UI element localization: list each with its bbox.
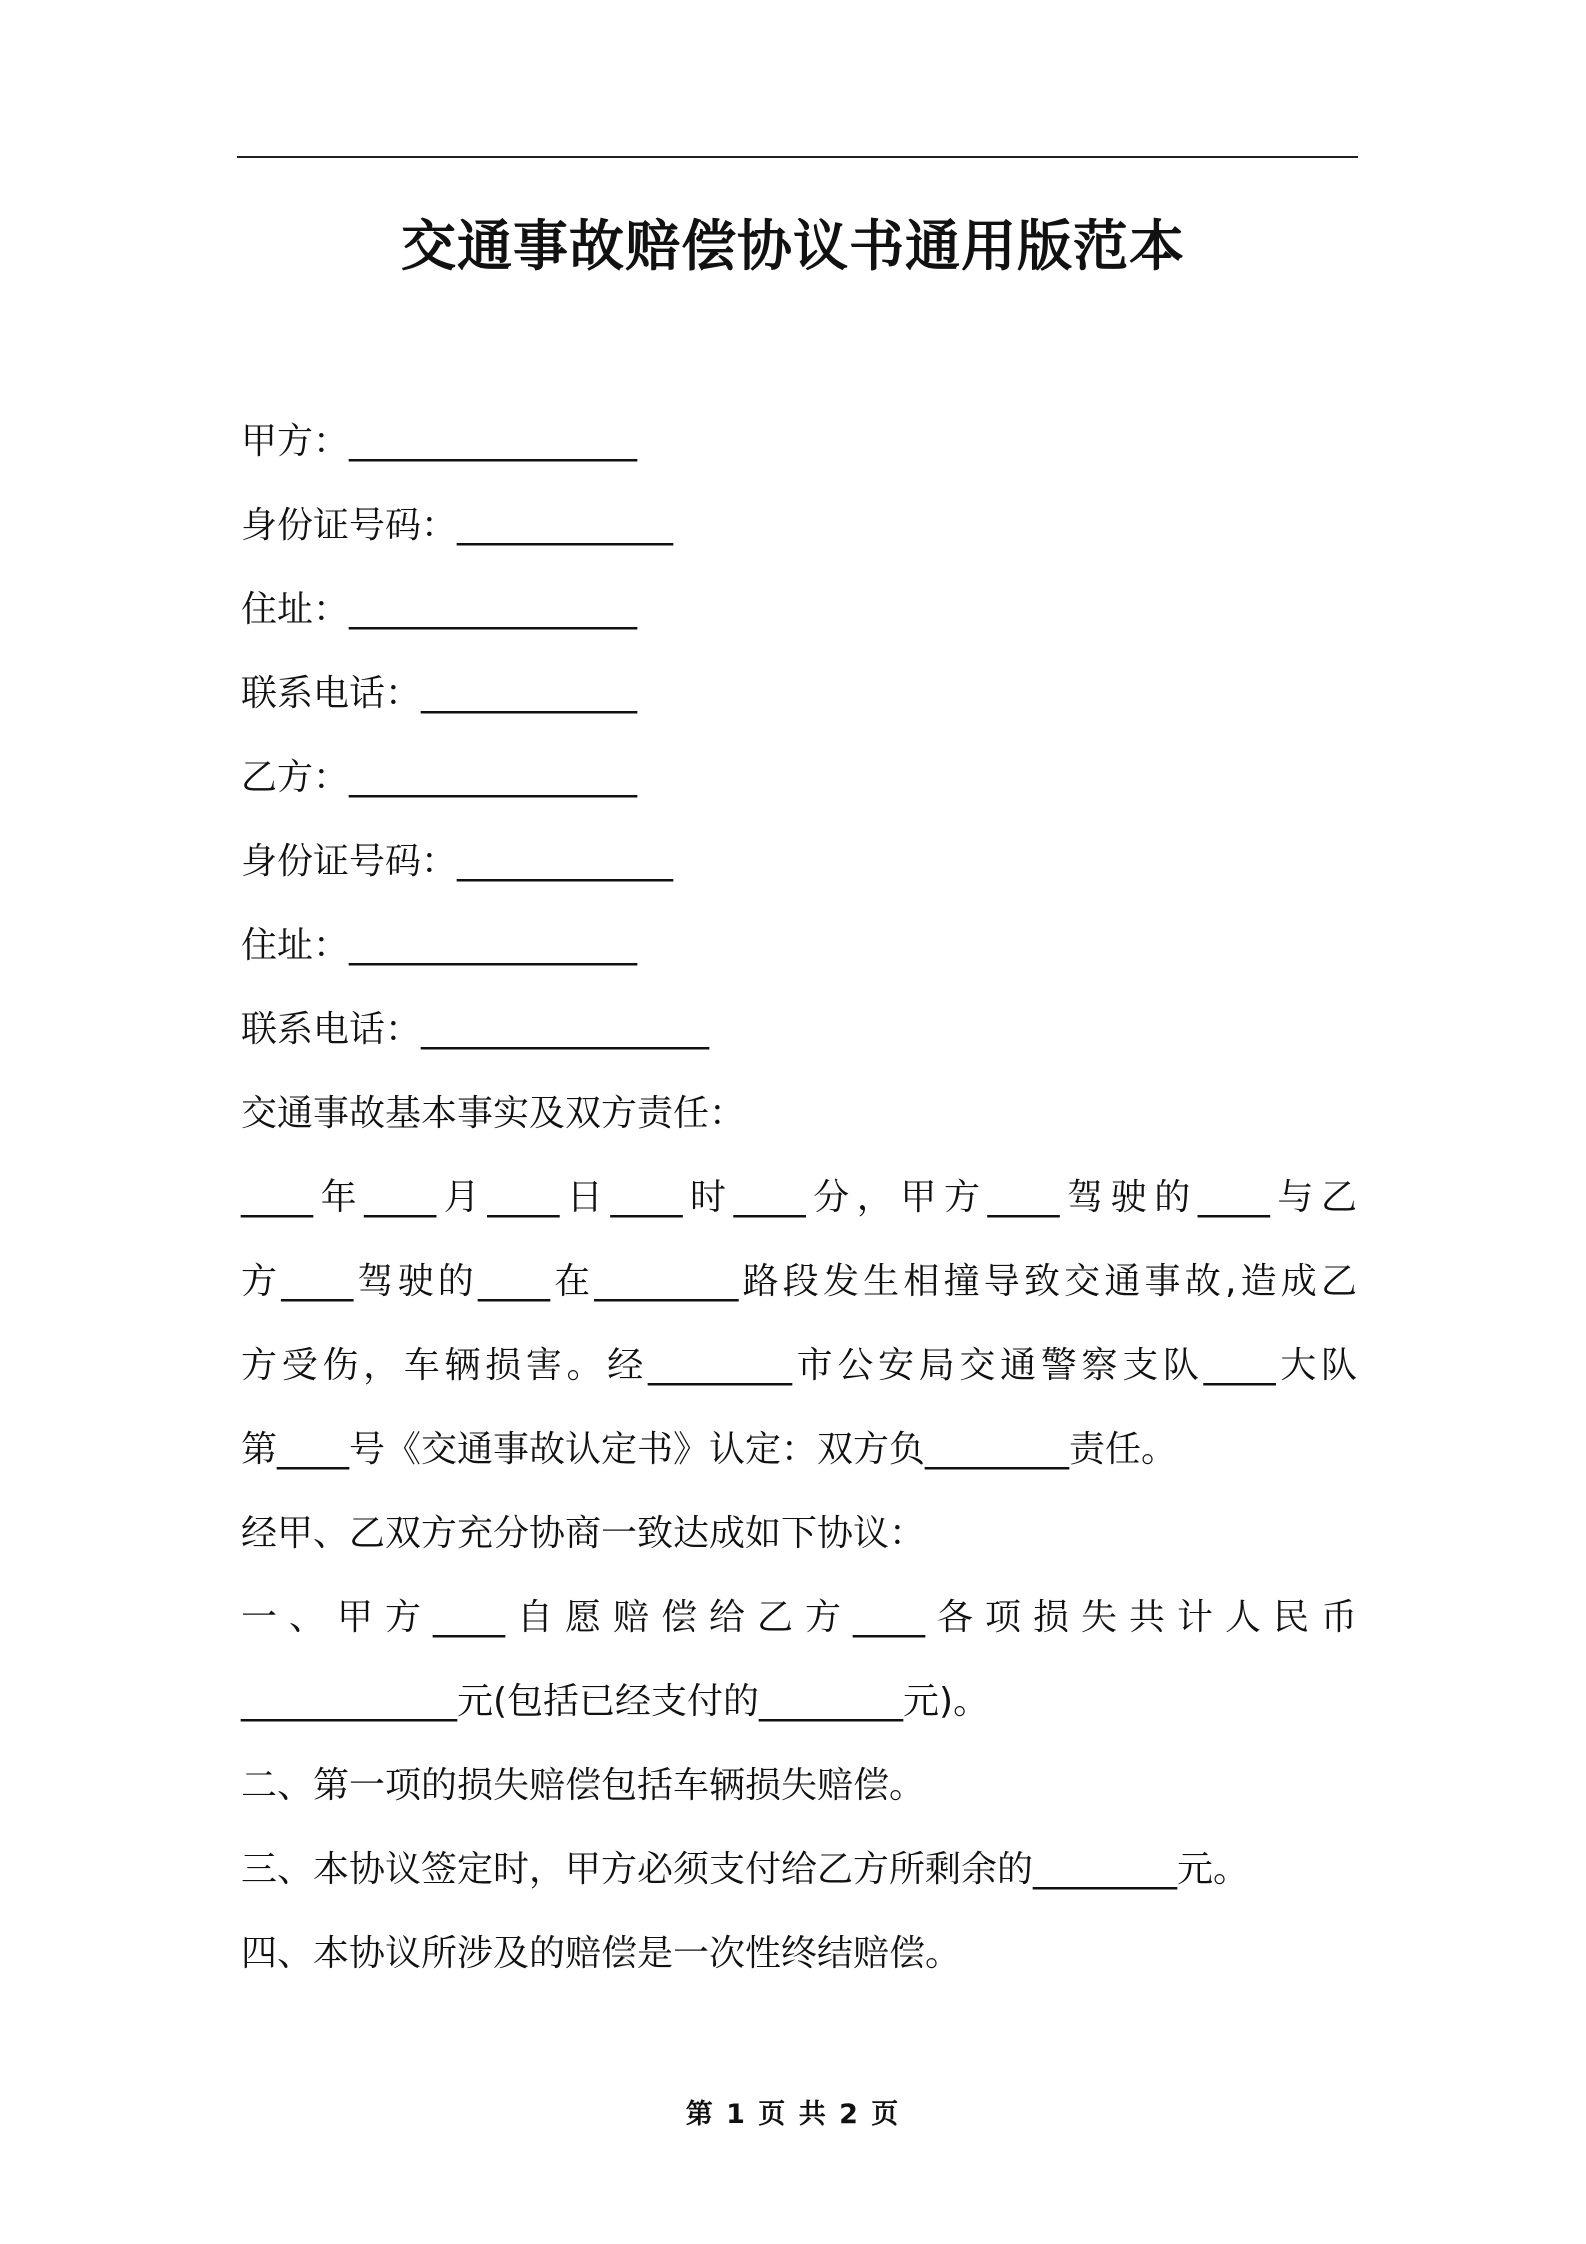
agreement-intro: 经甲、乙双方充分协商一致达成如下协议： — [241, 1513, 926, 1554]
party-a-phone-field: 联系电话：____________ — [241, 673, 638, 714]
party-a-address-field: 住址：________________ — [241, 589, 638, 630]
document-body — [241, 400, 1357, 1996]
party-b-id-field: 身份证号码：____________ — [241, 841, 674, 882]
facts-paragraph-line: 方受伤，车辆损害。经________市公安局交通警察支队____大队 — [241, 1345, 1357, 1386]
header-rule — [237, 156, 1358, 158]
clause-1-line: ____________元(包括已经支付的________元)。 — [241, 1681, 990, 1722]
clause-2: 二、第一项的损失赔偿包括车辆损失赔偿。 — [241, 1765, 926, 1806]
page-number: 第 1 页 共 2 页 — [685, 2099, 901, 2130]
facts-paragraph-line: 第____号《交通事故认定书》认定：双方负________责任。 — [241, 1429, 1178, 1470]
clause-1-line: 一、甲方____自愿赔偿给乙方____各项损失共计人民币 — [241, 1597, 1357, 1638]
party-b-address-field: 住址：________________ — [241, 925, 638, 966]
facts-paragraph-line: ____年____月____日____时____分，甲方____驾驶的____与乙 — [241, 1177, 1357, 1218]
document-title: 交通事故赔偿协议书通用版范本 — [400, 214, 1185, 278]
party-a-id-field: 身份证号码：____________ — [241, 505, 674, 546]
facts-paragraph-line: 方____驾驶的____在________路段发生相撞导致交通事故,造成乙 — [241, 1261, 1357, 1302]
party-b-phone-field: 联系电话：________________ — [241, 1009, 710, 1050]
clause-4: 四、本协议所涉及的赔偿是一次性终结赔偿。 — [241, 1933, 962, 1974]
facts-heading: 交通事故基本事实及双方责任： — [241, 1093, 746, 1134]
party-a-field: 甲方：________________ — [241, 421, 638, 462]
party-b-field: 乙方：________________ — [241, 757, 638, 798]
clause-3: 三、本协议签定时，甲方必须支付给乙方所剩余的________元。 — [241, 1849, 1250, 1890]
